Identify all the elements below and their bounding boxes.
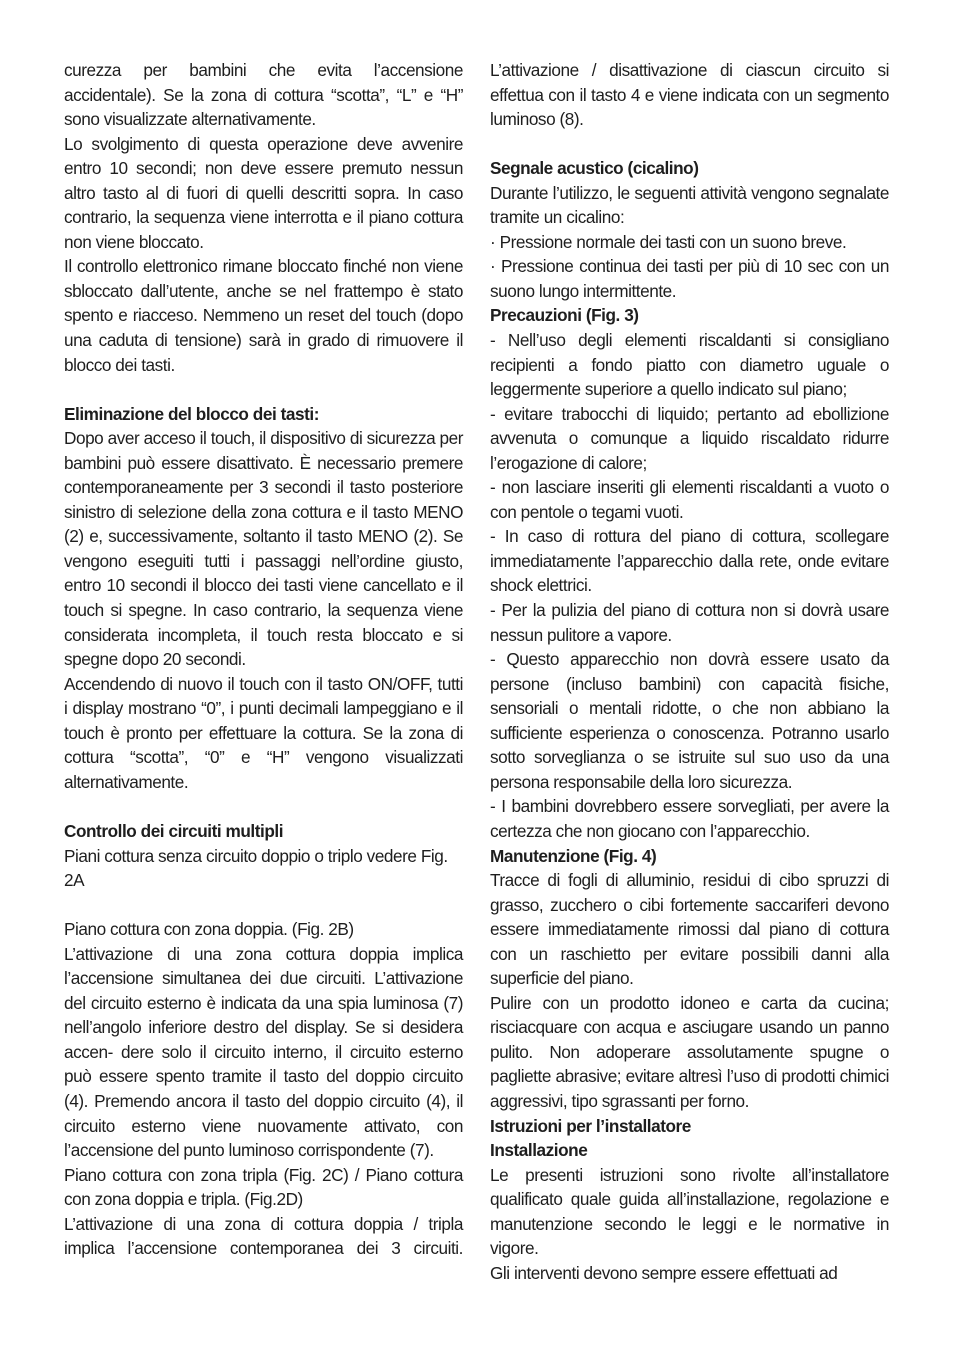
paragraph: Pulire con un prodotto idoneo e carta da cucina; risciacquare con acqua e asciugare usando un panno pulito. Non adoperare assolutamente spugne o pagliette abrasive; evitare altresì l’uso di prodotti chimici aggressivi, tipo sgrassanti per forno. <box>490 992 889 1111</box>
list-item: · Pressione normale dei tasti con un suono breve. <box>490 231 847 252</box>
list-item: · Pressione continua dei tasti per più di 10 sec con un suono lungo intermittente. <box>490 256 889 301</box>
paragraph-gap <box>490 132 889 157</box>
section-heading: Manutenzione (Fig. 4) <box>490 845 657 866</box>
left-column <box>64 58 463 1261</box>
paragraph: curezza per bambini che evita l’accensione accidentale). Se la zona di cottura “scotta”, “L” e “H” sono visualizzate alternativamente. <box>64 60 463 130</box>
list-item: - non lasciare inseriti gli elementi riscaldanti a vuoto o con pentole o tegami vuoti. <box>490 477 889 522</box>
paragraph: Accendendo di nuovo il touch con il tasto ON/OFF, tutti i display mostrano “0”, i punti decimali lampeggiano e il touch è pronto per effettuare la cottura. Se la zona di cottura “scotta”, “0” e “H” vengono visualizzati alternativamente. <box>64 673 463 792</box>
paragraph: Gli interventi devono sempre essere effettuati ad <box>490 1262 838 1283</box>
right-column <box>490 58 889 1285</box>
section-heading: Segnale acustico (cicalino) <box>490 158 699 179</box>
list-item: - Questo apparecchio non dovrà essere usato da persone (incluso bambini) con capacità fisiche, sensoriali o mentali ridotte, o che non abbiano la sufficiente esperienza o conoscenza. Potranno usarlo sotto sorveglianza o se istruite sul suo uso da una persona responsabile della loro sicurezza. <box>490 649 889 792</box>
list-item: - Nell’uso degli elementi riscaldanti si consigliano recipienti a fondo piatto con diametro uguale o leggermente superiore a quello indicato sul piano; <box>490 330 889 400</box>
section-heading: Eliminazione del blocco dei tasti: <box>64 403 319 424</box>
paragraph-gap <box>64 893 463 918</box>
paragraph: Le presenti istruzioni sono rivolte all’installatore qualificato quale guida all’installazione, regolazione e manutenzione secondo le leggi e le normative in vigore. <box>490 1164 889 1259</box>
paragraph: L’attivazione / disattivazione di ciascun circuito si effettua con il tasto 4 e viene indicata con un segmento luminoso (8). <box>490 60 889 130</box>
paragraph: Dopo aver acceso il touch, il dispositivo di sicurezza per bambini può essere disattivato. È necessario premere contemporaneamente per 3 secondi il tasto posteriore sinistro di selezione della zona cottura e il tasto MENO (2) e, successivamente, soltanto il tasto MENO (2). Se vengono eseguiti tutti i passaggi nell’ordine giusto, entro 10 secondi il blocco dei tasti viene cancellato e il touch si spegne. In caso contrario, la sequenza viene considerata incompleta, il touch resta bloccato e si spegne dopo 20 secondi. <box>64 428 464 670</box>
section-heading: Controllo dei circuiti multipli <box>64 820 284 841</box>
paragraph: Piani cottura senza circuito doppio o triplo vedere Fig. 2A <box>64 845 448 891</box>
list-item: - In caso di rottura del piano di cottura, scollegare immediatamente l’apparecchio dalla rete, onde evitare shock elettrici. <box>490 526 889 596</box>
paragraph: Il controllo elettronico rimane bloccato finché non viene sbloccato dall’utente, anche se nel frattempo è stato spento e riacceso. Nemmeno un reset del touch (dopo una caduta di tensione) sarà in grado di rimuovere il blocco dei tasti. <box>64 256 463 375</box>
section-heading: Istruzioni per l’installatore <box>490 1115 691 1136</box>
paragraph-gap <box>64 794 463 819</box>
paragraph: Tracce di fogli di alluminio, residui di cibo spruzzi di grasso, zucchero o cibi fortemente saccariferi devono essere immediatamente rimossi dal piano di cottura con un raschietto per evitare possibili danni alla superficie del piano. <box>490 870 889 989</box>
paragraph: L’attivazione di una zona di cottura doppia / tripla implica l’accensione contemporanea dei 3 circuiti. <box>64 1213 463 1259</box>
list-item: - Per la pulizia del piano di cottura non si dovrà usare nessun pulitore a vapore. <box>490 600 889 645</box>
paragraph-gap <box>64 377 463 402</box>
paragraph: Lo svolgimento di questa operazione deve avvenire entro 10 secondi; non deve essere premuto nessun altro tasto al di fuori di quelli descritti sopra. In caso contrario, la sequenza viene interrotta e il piano cottura non viene bloccato. <box>64 133 463 252</box>
list-item: - evitare trabocchi di liquido; pertanto ad ebollizione avvenuta o comunque a liquido riscaldato ridurre l’erogazione di calore; <box>490 403 889 473</box>
subsection-heading: Installazione <box>490 1140 588 1161</box>
paragraph: Durante l’utilizzo, le seguenti attività vengono segnalate tramite un cicalino: <box>490 182 889 228</box>
paragraph: Piano cottura con zona doppia. (Fig. 2B) <box>64 919 354 940</box>
list-item: - I bambini dovrebbero essere sorvegliati, per avere la certezza che non giocano con l’apparecchio. <box>490 796 889 841</box>
paragraph: L’attivazione di una zona cottura doppia implica l’accensione simultanea dei due circuiti. L’attivazione del circuito esterno è indicata da una spia luminosa (7) nell’angolo inferiore destro del display. Se si desidera accen- dere solo il circuito interno, il circuito esterno può essere spento tramite il tasto del doppio circuito (4). Premendo ancora il tasto del doppio circuito (4), il circuito esterno viene nuovamente attivato, con l’accensione del punto luminoso corrispondente (7). <box>64 943 463 1161</box>
paragraph: Piano cottura con zona tripla (Fig. 2C) / Piano cottura con zona doppia e tripla. (Fig.2D) <box>64 1164 463 1210</box>
section-heading: Precauzioni (Fig. 3) <box>490 305 639 326</box>
